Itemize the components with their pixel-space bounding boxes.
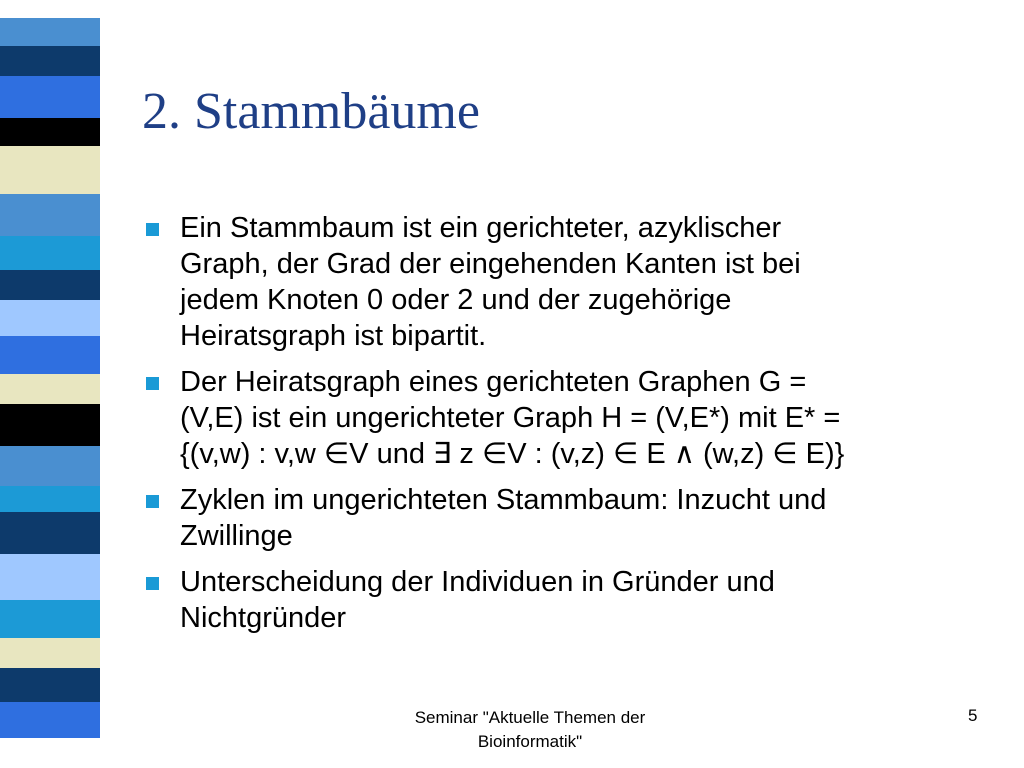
decorative-stripe — [0, 638, 100, 668]
decorative-stripe-band — [0, 0, 100, 768]
square-bullet-icon — [146, 377, 159, 390]
decorative-stripe — [0, 270, 100, 300]
decorative-stripe — [0, 0, 100, 18]
bullet-text: Der Heiratsgraph eines gerichteten Graphen G = (V,E) ist ein ungerichteter Graph H = (V,E*) mit E* = {(v,w) : v,w ∈V und ∃ z ∈V : (v,z) ∈ E ∧ (w,z) ∈ E)} — [180, 366, 845, 470]
decorative-stripe — [0, 374, 100, 404]
decorative-stripe — [0, 146, 100, 194]
slide-title: 2. Stammbäume — [142, 83, 480, 140]
decorative-stripe — [0, 18, 100, 46]
decorative-stripe — [0, 194, 100, 236]
decorative-stripe — [0, 404, 100, 446]
decorative-stripe — [0, 446, 100, 486]
decorative-stripe — [0, 702, 100, 738]
square-bullet-icon — [146, 495, 159, 508]
bullet-item — [142, 564, 992, 636]
page-number: 5 — [968, 706, 978, 725]
decorative-stripe — [0, 76, 100, 118]
decorative-stripe — [0, 118, 100, 146]
bullet-text: Zyklen im ungerichteten Stammbaum: Inzucht und Zwillinge — [180, 484, 827, 552]
square-bullet-icon — [146, 577, 159, 590]
decorative-stripe — [0, 668, 100, 702]
decorative-stripe — [0, 46, 100, 76]
decorative-stripe — [0, 236, 100, 270]
bullet-item — [142, 482, 992, 554]
bullet-item — [142, 210, 992, 354]
decorative-stripe — [0, 738, 100, 768]
bullet-text: Unterscheidung der Individuen in Gründer und Nichtgründer — [180, 566, 775, 634]
bullet-text: Ein Stammbaum ist ein gerichteter, azyklischer Graph, der Grad der eingehenden Kanten ist bei jedem Knoten 0 oder 2 und der zugehörige Heiratsgraph ist bipartit. — [180, 212, 801, 352]
footer-seminar-title: Seminar "Aktuelle Themen der Bioinformatik" — [414, 708, 646, 751]
decorative-stripe — [0, 300, 100, 336]
decorative-stripe — [0, 600, 100, 638]
decorative-stripe — [0, 336, 100, 374]
decorative-stripe — [0, 512, 100, 554]
bullet-list — [142, 210, 992, 646]
decorative-stripe — [0, 486, 100, 512]
decorative-stripe — [0, 554, 100, 600]
bullet-item — [142, 364, 992, 472]
square-bullet-icon — [146, 223, 159, 236]
